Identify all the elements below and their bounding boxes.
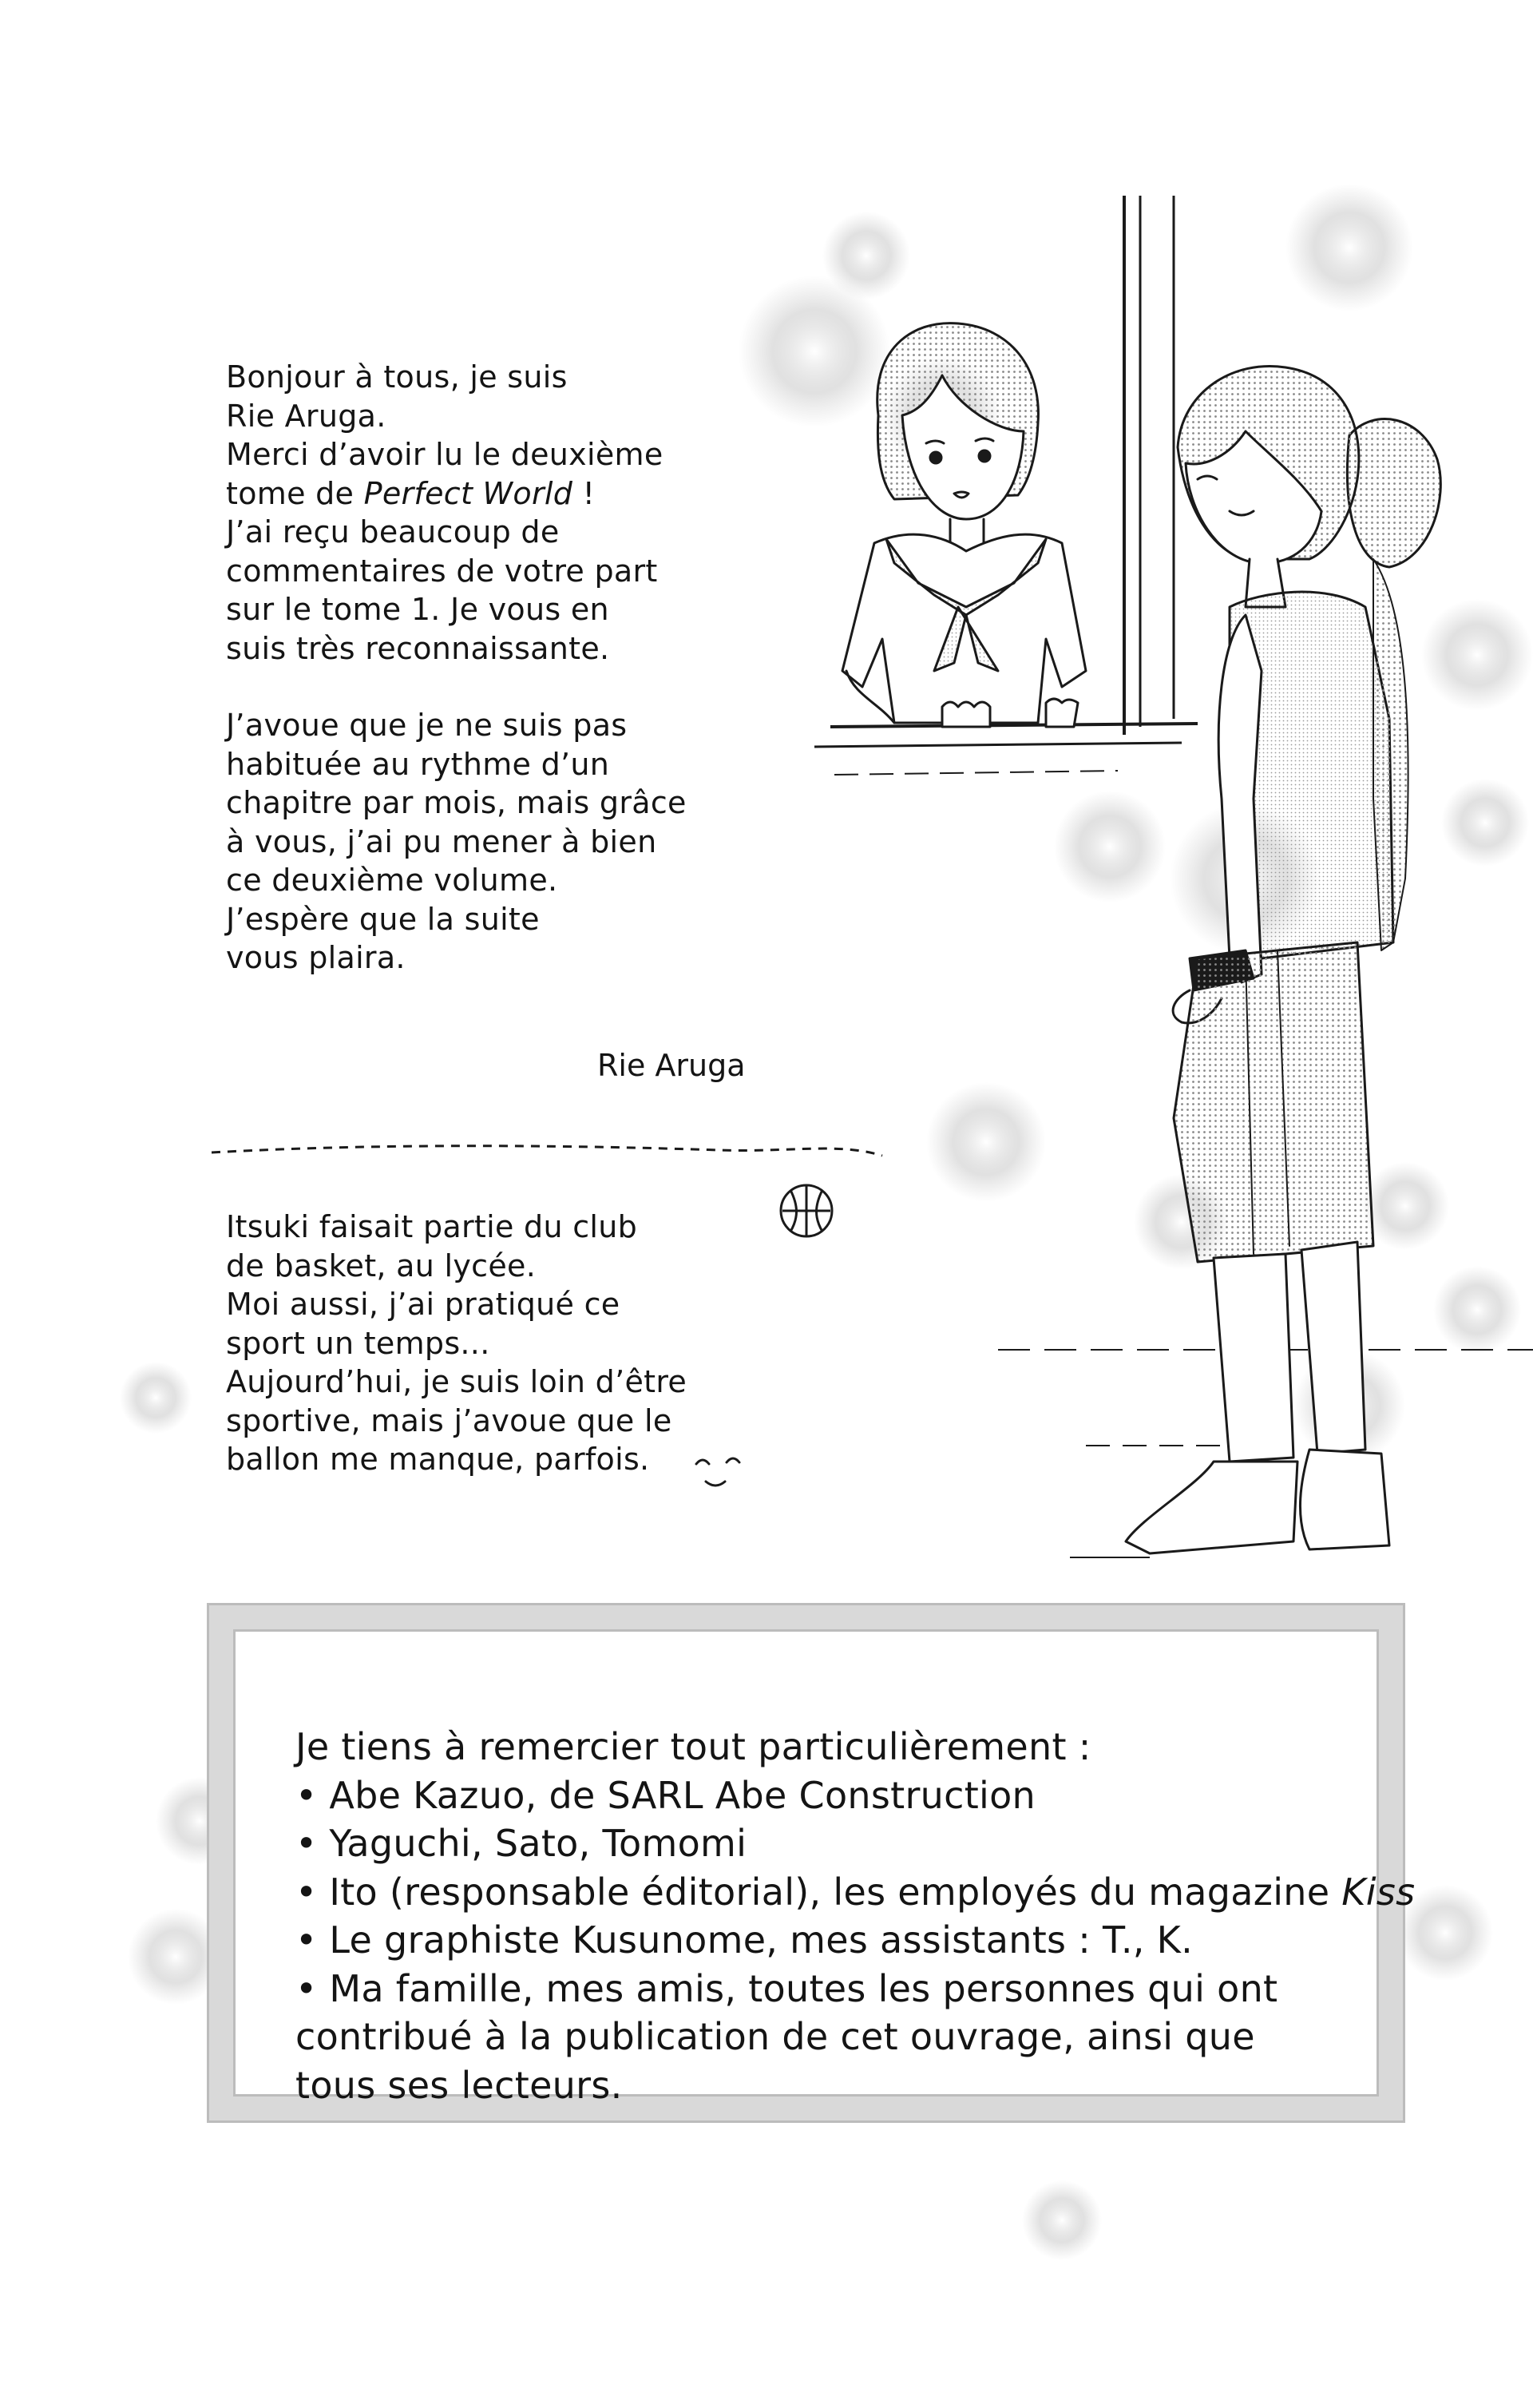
magazine-title: Kiss: [1341, 1870, 1416, 1914]
girl-figure: [842, 323, 1086, 727]
text-line: J’espère que la suite: [226, 901, 540, 937]
text-segment: tome de: [226, 475, 364, 511]
basketball-note: [226, 1208, 687, 1479]
acknowledgement-item: • Abe Kazuo, de SARL Abe Construction: [295, 1773, 1036, 1817]
text-line: vous plaira.: [226, 940, 406, 975]
text-line: Aujourd’hui, je suis loin d’être: [226, 1364, 687, 1399]
text-line: sportive, mais j’avoue que le: [226, 1402, 672, 1438]
acknowledgements-heading: Je tiens à remercier tout particulièrement :: [295, 1725, 1091, 1768]
series-title: Perfect World: [363, 475, 573, 511]
author-greeting: [226, 358, 687, 978]
text-line: [226, 474, 687, 514]
text-segment: !: [572, 475, 596, 511]
text-line: ce deuxième volume.: [226, 863, 558, 898]
text-line: Merci d’avoir lu le deuxième: [226, 437, 664, 472]
text-line: Bonjour à tous, je suis: [226, 359, 568, 395]
acknowledgement-item: [295, 1868, 1415, 1917]
text-line: sur le tome 1. Je vous en: [226, 592, 609, 627]
basketball-icon: [781, 1185, 832, 1236]
text-line: Itsuki faisait partie du club: [226, 1209, 638, 1244]
text-line: Rie Aruga.: [226, 398, 386, 434]
author-signature: Rie Aruga: [597, 1048, 746, 1083]
acknowledgement-item: tous ses lecteurs.: [295, 2063, 623, 2107]
acknowledgement-item: • Le graphiste Kusunome, mes assistants : T., K.: [295, 1918, 1194, 1962]
text-line: habituée au rythme d’un: [226, 746, 610, 782]
text-line: chapitre par mois, mais grâce: [226, 785, 687, 820]
basketball-paragraph: [226, 1208, 687, 1479]
text-line: Moi aussi, j’ai pratiqué ce: [226, 1287, 620, 1322]
text-line: suis très reconnaissante.: [226, 630, 610, 666]
text-line: J’avoue que je ne suis pas: [226, 708, 628, 743]
greeting-paragraph-2: [226, 706, 687, 978]
text-line: de basket, au lycée.: [226, 1248, 537, 1283]
text-line: sport un temps...: [226, 1325, 490, 1361]
text-line: commentaires de votre part: [226, 553, 658, 589]
acknowledgements: [295, 1723, 1415, 2109]
text-line: à vous, j’ai pu mener à bien: [226, 823, 657, 859]
acknowledgement-item: • Ma famille, mes amis, toutes les personnes qui ont: [295, 1966, 1278, 2010]
greeting-paragraph-1: [226, 358, 687, 668]
text-segment: • Ito (responsable éditorial), les employés du magazine: [295, 1870, 1342, 1914]
acknowledgement-item: contribué à la publication de cet ouvrage, ainsi que: [295, 2015, 1255, 2058]
acknowledgement-item: • Yaguchi, Sato, Tomomi: [295, 1822, 747, 1865]
smiley-icon: [696, 1458, 739, 1486]
dashed-separator: [212, 1146, 882, 1156]
text-line: ballon me manque, parfois.: [226, 1442, 650, 1477]
text-line: J’ai reçu beaucoup de: [226, 514, 560, 549]
